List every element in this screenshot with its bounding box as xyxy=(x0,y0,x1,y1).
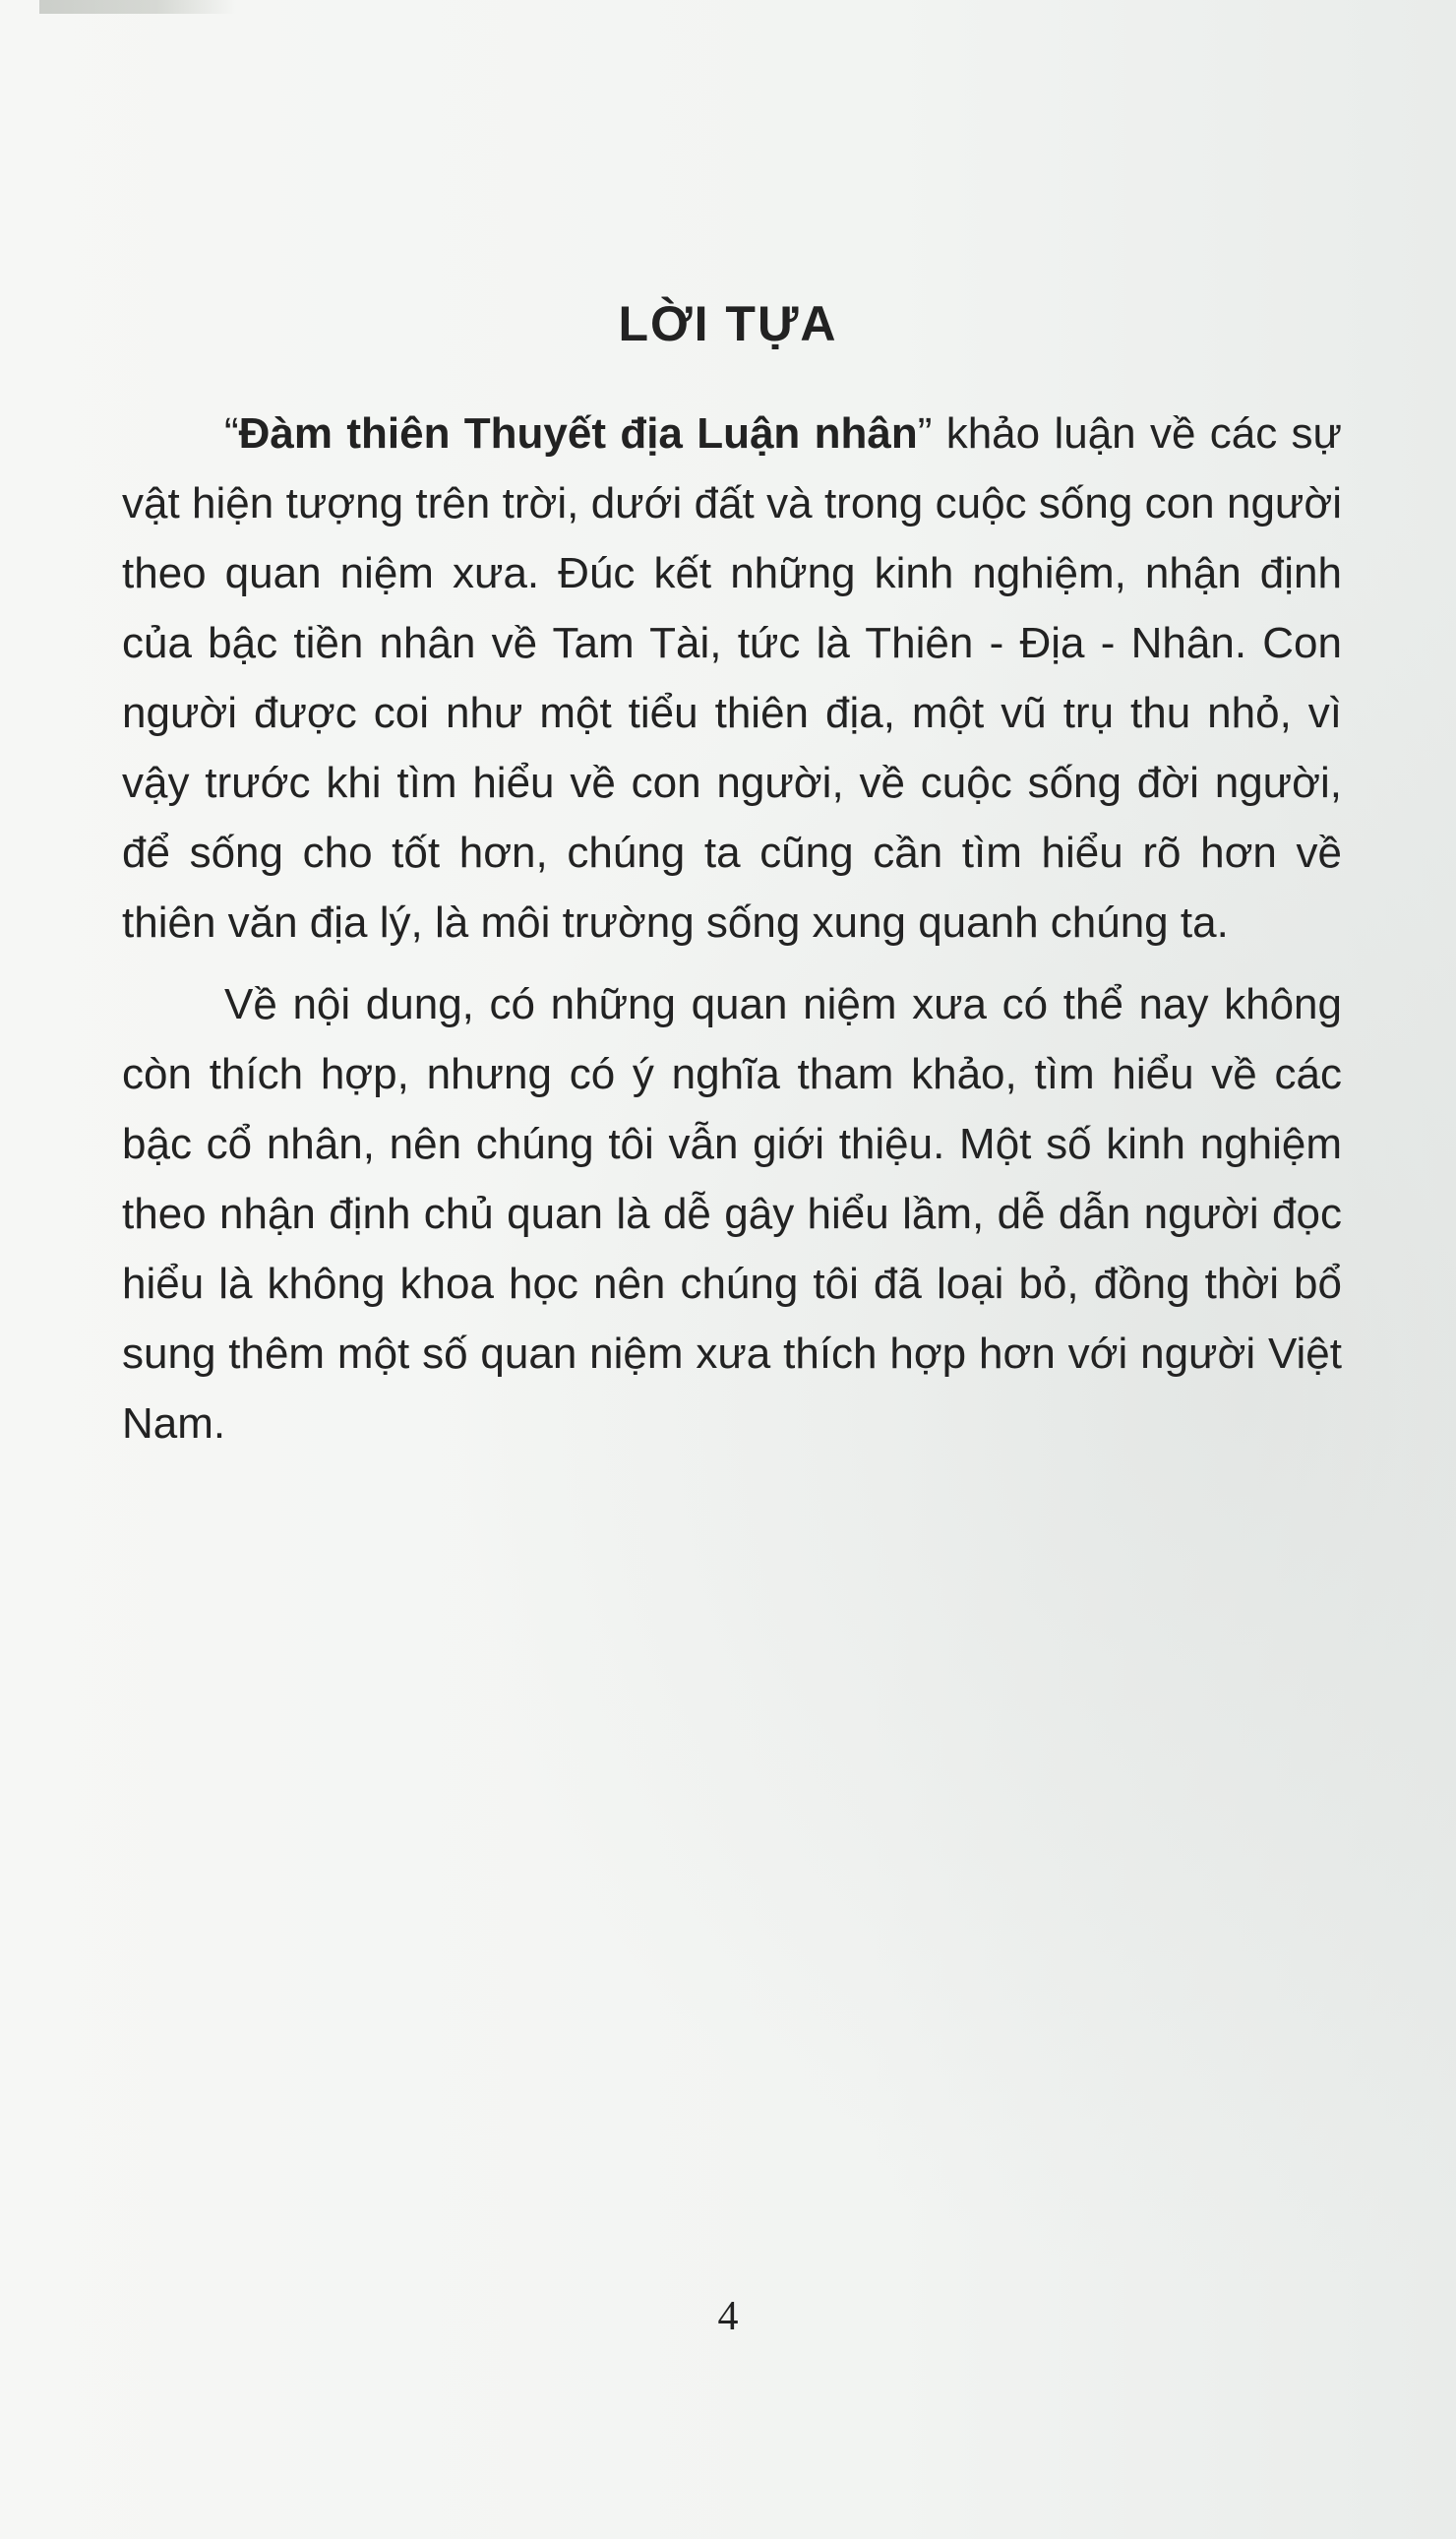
preface-body xyxy=(122,399,1342,1458)
quote-open: “ xyxy=(224,409,239,458)
page-title: LỜI TỰA xyxy=(618,296,838,351)
paragraph-2: Về nội dung, có những quan niệm xưa có thể nay không còn thích hợp, nhưng có ý nghĩa tham khảo, tìm hiểu về các bậc cổ nhân, nên chúng tôi vẫn giới thiệu. Một số kinh nghiệm theo nhận định chủ quan là dễ gây hiểu lầm, dễ dẫn người đọc hiểu là không khoa học nên chúng tôi đã loại bỏ, đồng thời bổ sung thêm một số quan niệm xưa thích hợp hơn với người Việt Nam. xyxy=(122,980,1342,1448)
page-number: 4 xyxy=(717,2294,739,2339)
paragraph-1-text: ” khảo luận về các sự vật hiện tượng trên trời, dưới đất và trong cuộc sống con người theo quan niệm xưa. Đúc kết những kinh nghiệm, nhận định của bậc tiền nhân về Tam Tài, tức là Thiên - Địa - Nhân. Con người được coi như một tiểu thiên địa, một vũ trụ thu nhỏ, vì vậy trước khi tìm hiểu về con người, về cuộc sống đời người, để sống cho tốt hơn, chúng ta cũng cần tìm hiểu rõ hơn về thiên văn địa lý, là môi trường sống xung quanh chúng ta. xyxy=(122,409,1342,947)
page-edge-smudge xyxy=(39,0,236,14)
book-title-bold: Đàm thiên Thuyết địa Luận nhân xyxy=(238,409,918,458)
paragraph-1 xyxy=(122,399,1342,958)
